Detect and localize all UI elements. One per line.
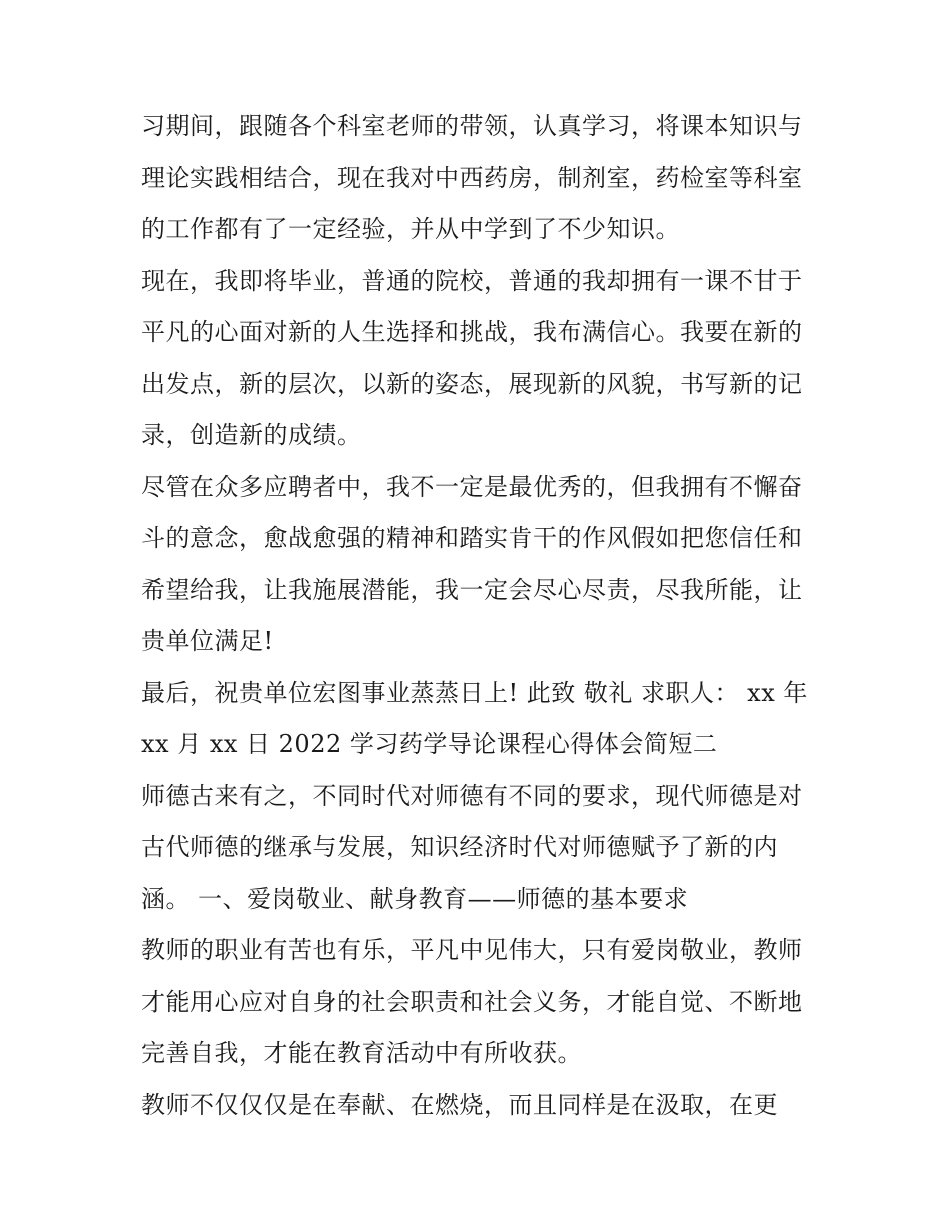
text-line: 才能用心应对自身的社会职责和社会义务，才能自觉、不断地: [141, 987, 803, 1016]
text-line: 斗的意念，愈战愈强的精神和踏实肯干的作风假如把您信任和: [141, 524, 803, 552]
text-line: 完善自我，才能在教育活动中有所收获。: [141, 1039, 582, 1067]
text-line: 平凡的心面对新的人生选择和挑战，我布满信心。我要在新的: [141, 318, 803, 346]
text-line: 希望给我，让我施展潜能，我一定会尽心尽责，尽我所能，让: [141, 575, 803, 604]
text-line: 出发点，新的层次，以新的姿态，展现新的风貌，书写新的记: [141, 369, 803, 398]
text-line: 教师的职业有苦也有乐，平凡中见伟大，只有爱岗敬业，教师: [141, 936, 803, 964]
text-line: 尽管在众多应聘者中，我不一定是最优秀的，但我拥有不懈奋: [141, 472, 803, 501]
text-line: 师德古来有之，不同时代对师德有不同的要求，现代师德是对: [141, 781, 803, 810]
text-line: 涵。 一、爱岗敬业、献身教育——师德的基本要求: [141, 884, 689, 913]
text-line: 教师不仅仅仅是在奉献、在燃烧，而且同样是在汲取，在更: [141, 1090, 778, 1119]
text-line: 录，创造新的成绩。: [141, 421, 362, 449]
text-line: 习期间，跟随各个科室老师的带领，认真学习，将课本知识与: [141, 112, 803, 140]
text-line: 现在，我即将毕业，普通的院校，普通的我却拥有一课不甘于: [141, 266, 803, 295]
text-line: xx 月 xx 日 2022 学习药学导论课程心得体会简短二: [141, 730, 718, 758]
document-body: [141, 101, 821, 1131]
text-line: 理论实践相结合，现在我对中西药房，制剂室，药检室等科室: [141, 163, 803, 192]
text-line: 古代师德的继承与发展，知识经济时代对师德赋予了新的内: [141, 833, 778, 861]
text-line: 的工作都有了一定经验，并从中学到了不少知识。: [141, 215, 680, 243]
text-line: 最后，祝贵单位宏图事业蒸蒸日上! 此致 敬礼 求职人： xx 年: [141, 678, 808, 707]
text-line: 贵单位满足!: [141, 627, 274, 655]
